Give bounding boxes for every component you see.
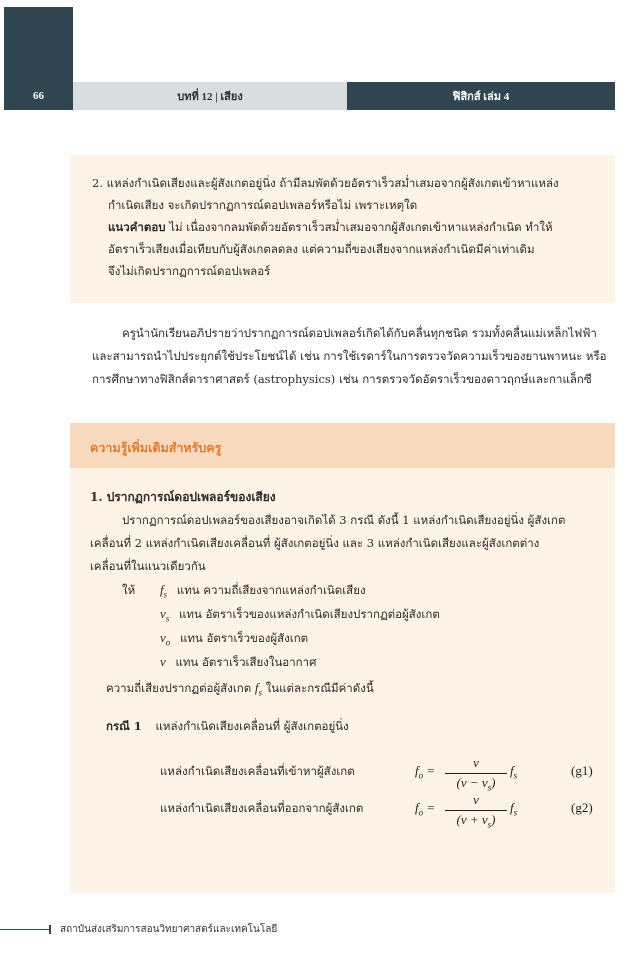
equation-denominator: $(v - v_s)$	[456, 775, 496, 793]
footer-rule	[0, 929, 50, 930]
observed-symbol: f	[254, 680, 259, 695]
definition-row	[160, 630, 308, 648]
observed-subscript: s	[258, 687, 262, 698]
question-line-1: 2. แหล่งกำเนิดเสียงและผู้สังเกตอยู่นิ่ง ถ้ามีลมพัดด้วยอัตราเร็วสม่ำเสมอจากผู้สังเกตเข้าหาแหล่ง	[92, 176, 559, 190]
fraction-bar	[445, 773, 507, 774]
definition-symbol: v	[160, 630, 166, 645]
definition-symbol: f	[160, 582, 164, 597]
definition-subscript: o	[165, 637, 171, 648]
observed-prefix: ความถี่เสียงปรากฏต่อผู้สังเกต	[106, 681, 252, 695]
definition-row	[160, 654, 316, 672]
answer-line-3: จึงไม่เกิดปรากฏการณ์ดอปเพลอร์	[108, 264, 271, 278]
definition-text: แทน อัตราเร็วของแหล่งกำเนิดเสียงปรากฏต่อผู้สังเกต	[178, 607, 440, 621]
equation-factor: $f_s$	[510, 763, 518, 781]
equation-lhs: $f_o$ =	[415, 800, 436, 818]
definition-subscript: s	[163, 589, 168, 600]
intro-line-1: ปรากฏการณ์ดอปเพลอร์ของเสียงอาจเกิดได้ 3 กรณี ดังนี้ 1 แหล่งกำเนิดเสียงอยู่นิ่ง ผู้สังเกต	[122, 513, 566, 527]
paragraph-line-2: และสามารถนำไปประยุกต์ใช้ประโยชน์ได้ เช่น การใช้เรดาร์ในการตรวจวัดความเร็วของยานพาหนะ หรือ	[92, 349, 607, 363]
equation-g1	[415, 755, 535, 795]
equation-numerator: v	[473, 755, 479, 770]
equation-fraction	[445, 792, 507, 832]
chapter-title: บทที่ 12 | เสียง	[73, 82, 347, 110]
book-title: ฟิสิกส์ เล่ม 4	[347, 82, 615, 110]
definition-subscript: s	[165, 613, 170, 624]
intro-line-3: เคลื่อนที่ในแนวเดียวกัน	[90, 559, 206, 573]
section-heading: 1. ปรากฏการณ์ดอปเพลอร์ของเสียง	[90, 490, 276, 504]
equation-description: แหล่งกำเนิดเสียงเคลื่อนที่ออกจากผู้สังเกต	[160, 801, 364, 815]
answer-line-2: อัตราเร็วเสียงเมื่อเทียบกับผู้สังเกตลดลง แต่ความถี่ของเสียงจากแหล่งกำเนิดมีค่าเท่าเดิม	[108, 242, 535, 256]
answer-label: แนวคำตอบ	[108, 220, 166, 234]
paragraph-line-3: การศึกษาทางฟิสิกส์ดาราศาสตร์ (astrophysics) เช่น การตรวจวัดอัตราเร็วของดาวฤกษ์และกาแล็กซี	[92, 372, 592, 386]
equation-description: แหล่งกำเนิดเสียงเคลื่อนที่เข้าหาผู้สังเกต	[160, 764, 355, 778]
equation-numerator: v	[473, 792, 479, 807]
equation-lhs: $f_o$ =	[415, 763, 436, 781]
definition-symbol: v	[160, 606, 166, 621]
definition-text: แทน ความถี่เสียงจากแหล่งกำเนิดเสียง	[176, 583, 366, 597]
equation-g2	[415, 792, 535, 832]
paragraph-line-1: ครูนำนักเรียนอภิปรายว่าปรากฏการณ์ดอปเพลอร์เกิดได้กับคลื่นทุกชนิด รวมทั้งคลื่นแม่เหล็กไฟฟ้า	[122, 326, 597, 340]
answer-line-1	[108, 219, 553, 237]
case-label: กรณี 1	[106, 719, 142, 733]
intro-line-2: เคลื่อนที่ 2 แหล่งกำเนิดเสียงเคลื่อนที่ ผู้สังเกตอยู่นิ่ง และ 3 แหล่งกำเนิดเสียงและผู้สังเกตต่าง	[90, 536, 540, 550]
definition-row	[160, 606, 440, 624]
equation-fraction	[445, 755, 507, 795]
definition-row	[160, 582, 366, 600]
let-word: ให้	[122, 583, 136, 597]
case-line	[106, 718, 349, 736]
page-number: 66	[33, 90, 44, 102]
equation-label-g2: (g2)	[571, 800, 593, 815]
case-text: แหล่งกำเนิดเสียงเคลื่อนที่ ผู้สังเกตอยู่นิ่ง	[155, 719, 349, 733]
observed-frequency-line	[106, 680, 374, 698]
footer-publisher: สถาบันส่งเสริมการสอนวิทยาศาสตร์และเทคโนโลยี	[60, 924, 278, 935]
equation-denominator: $(v + v_s)$	[456, 812, 496, 830]
definition-text: แทน อัตราเร็วของผู้สังเกต	[179, 631, 309, 645]
equation-label-g1: (g1)	[571, 763, 593, 778]
teacher-box-title: ความรู้เพิ่มเติมสำหรับครู	[90, 440, 222, 455]
fraction-bar	[445, 810, 507, 811]
definition-text: แทน อัตราเร็วเสียงในอากาศ	[175, 655, 317, 669]
footer-tick	[49, 925, 51, 934]
question-line-2: กำเนิดเสียง จะเกิดปรากฏการณ์ดอปเพลอร์หรือไม่ เพราะเหตุใด	[108, 198, 418, 212]
observed-suffix: ในแต่ละกรณีมีค่าดังนี้	[261, 681, 374, 695]
definition-symbol: v	[160, 654, 166, 669]
answer-text-1: ไม่ เนื่องจากลมพัดด้วยอัตราเร็วสม่ำเสมอจากผู้สังเกตเข้าหาแหล่งกำเนิด ทำให้	[165, 220, 553, 234]
equation-factor: $f_s$	[510, 800, 518, 818]
